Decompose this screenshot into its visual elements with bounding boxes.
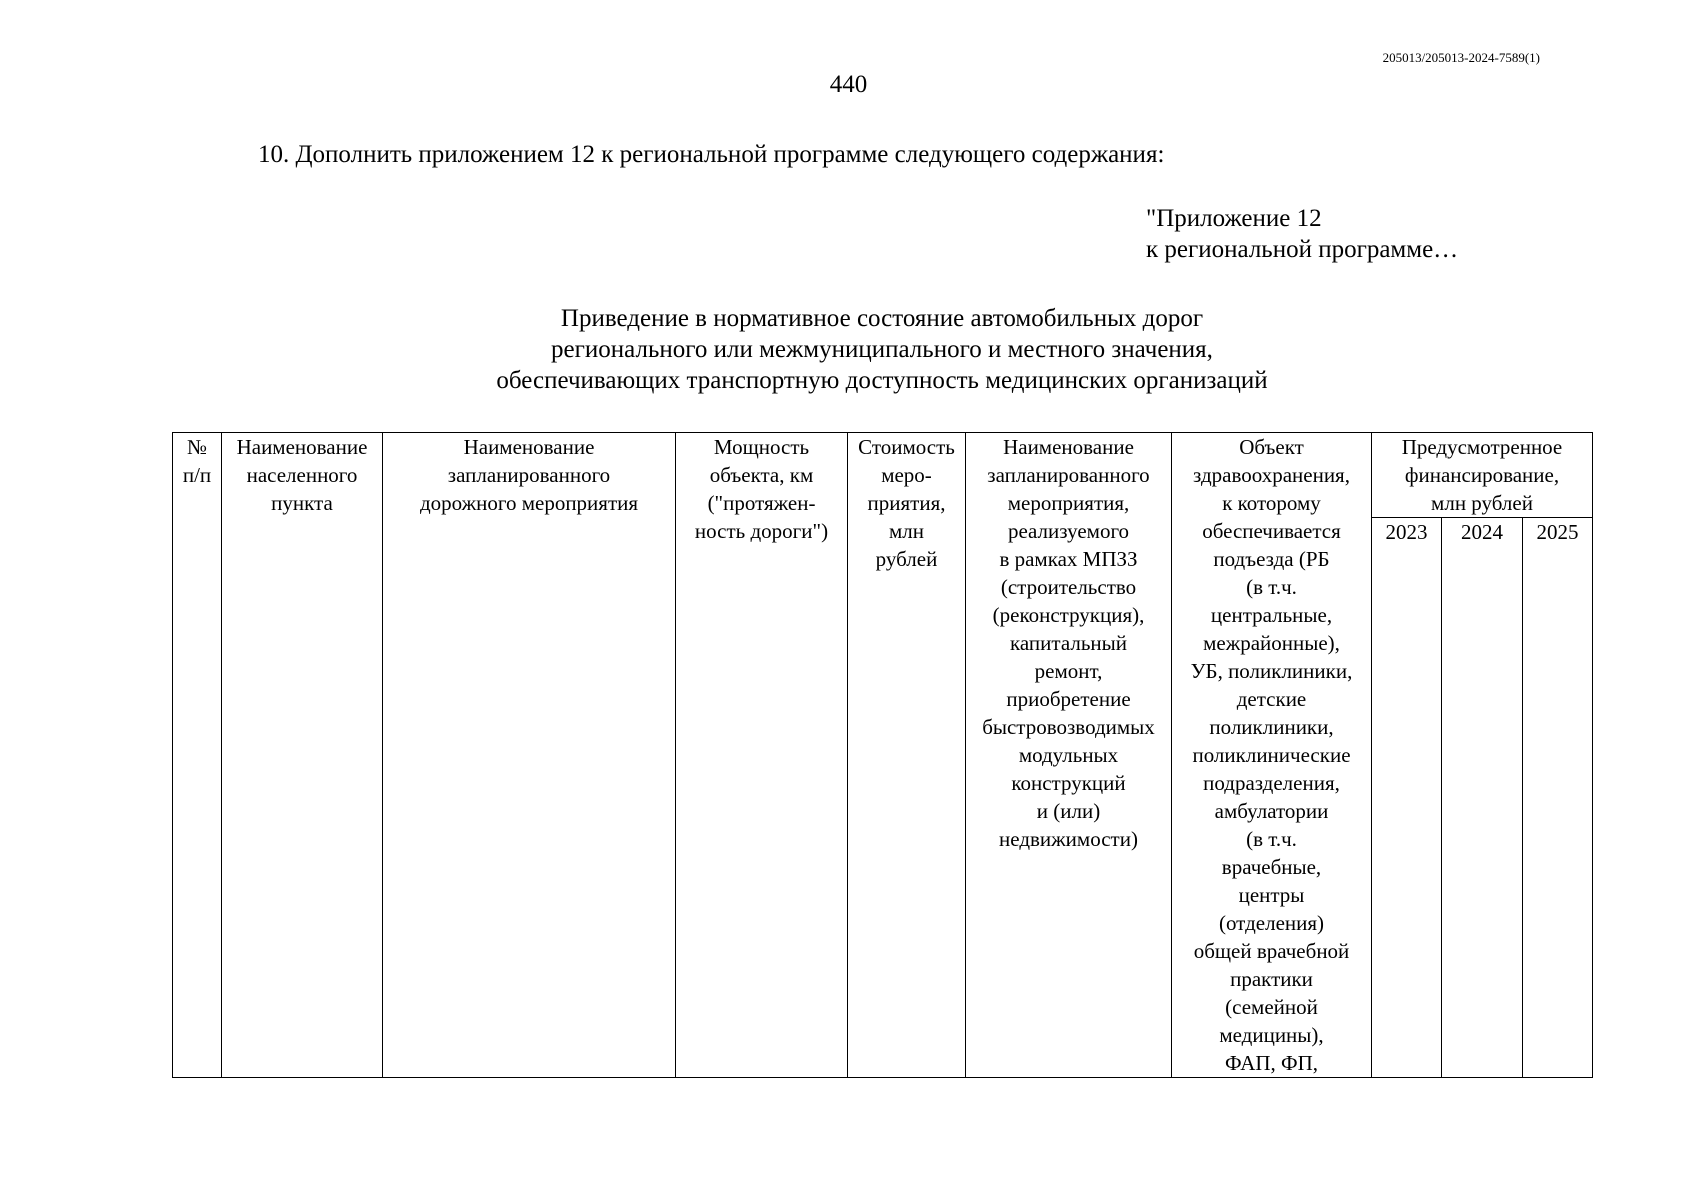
appendix-line-2: к региональной программе… — [1146, 236, 1459, 263]
header-year-2024: 2024 — [1442, 518, 1523, 1078]
header-year-2025: 2025 — [1523, 518, 1593, 1078]
document-id: 205013/205013-2024-7589(1) — [1382, 50, 1540, 65]
header-mpzz-event: Наименование запланированного мероприятия, реализуемого в рамках МПЗЗ (строительство (реконструкция), капитальный ремонт, приобретение быстровозводимых модульных конструкций и (или) недвижимости) — [966, 433, 1172, 1078]
table-title-line-3: обеспечивающих транспортную доступность медицинских организаций — [496, 367, 1268, 394]
header-year-2023: 2023 — [1372, 518, 1442, 1078]
roads-table — [172, 432, 1593, 1078]
header-row-1 — [173, 433, 1593, 518]
header-capacity: Мощность объекта, км ("протяжен- ность дороги") — [676, 433, 848, 1078]
header-cost: Стоимость меро- приятия, млн рублей — [848, 433, 966, 1078]
header-settlement: Наименование населенного пункта — [222, 433, 383, 1078]
page-number: 440 — [829, 71, 868, 98]
header-road-event: Наименование запланированного дорожного мероприятия — [383, 433, 676, 1078]
header-health-object: Объект здравоохранения, к которому обеспечивается подъезда (РБ (в т.ч. центральные, межрайонные), УБ, поликлиники, детские поликлиники, поликлинические подразделения, амбулатории (в т.ч. врачебные, центры (отделения) общей врачебной практики (семейной медицины), ФАП, ФП, — [1172, 433, 1372, 1078]
appendix-caption — [1146, 203, 1458, 265]
table-title — [172, 303, 1592, 396]
amendment-instruction: 10. Дополнить приложением 12 к региональной программе следующего содержания: — [258, 141, 1165, 168]
table-title-line-2: регионального или межмуниципального и местного значения, — [551, 336, 1213, 363]
header-num: № п/п — [173, 433, 222, 1078]
table-title-line-1: Приведение в нормативное состояние автомобильных дорог — [560, 305, 1204, 332]
header-financing: Предусмотренное финансирование, млн рублей — [1372, 433, 1593, 518]
appendix-line-1: "Приложение 12 — [1146, 205, 1322, 232]
